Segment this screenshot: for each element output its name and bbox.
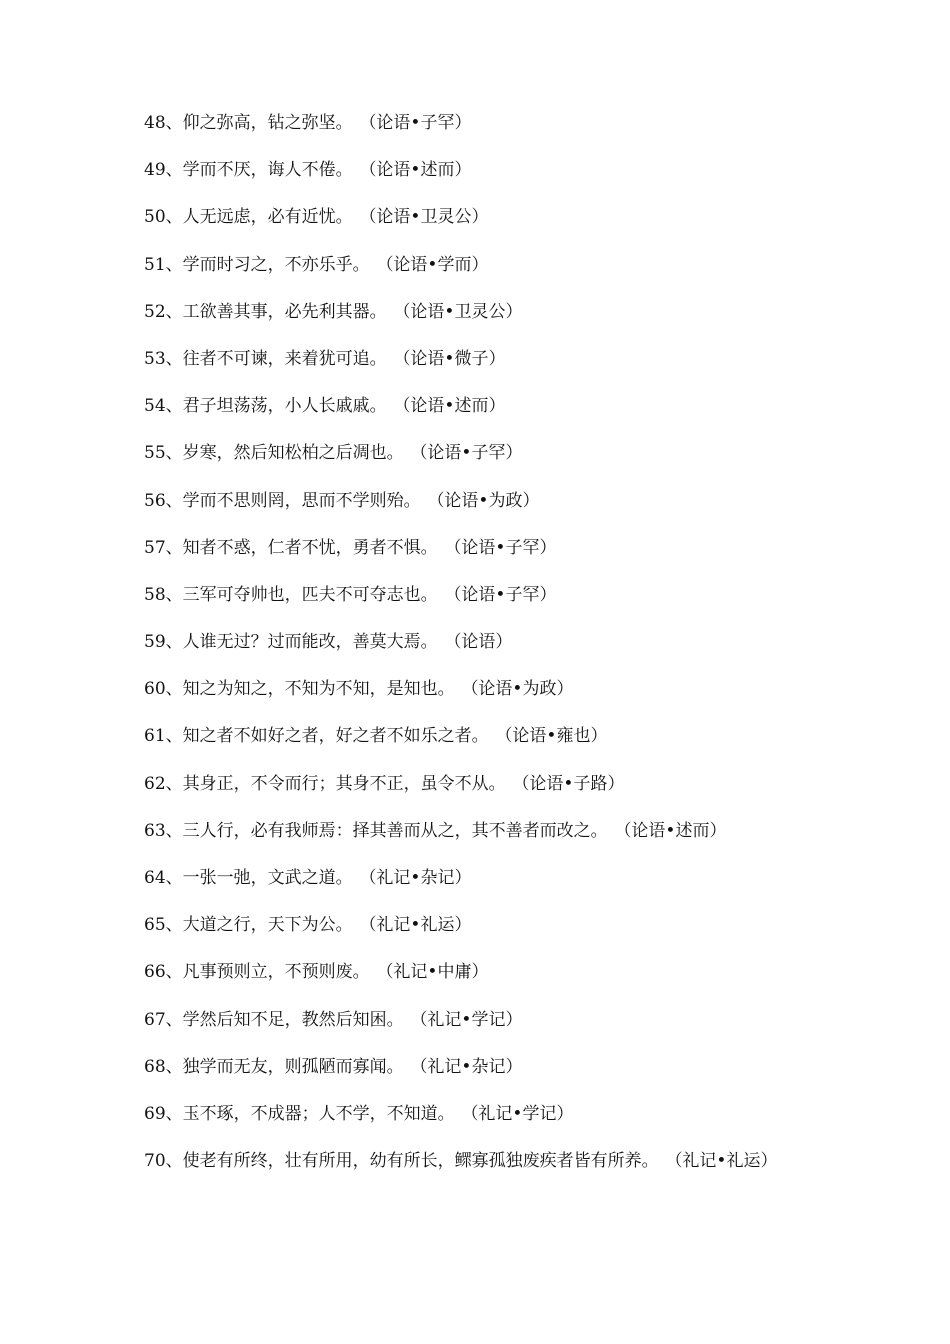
- quote-text: 学而不厌，诲人不倦。: [182, 160, 353, 181]
- quote-item: [144, 206, 804, 253]
- quote-number: 70、: [144, 1151, 183, 1172]
- quote-text: 大道之行，天下为公。: [182, 915, 353, 936]
- quote-item: [144, 254, 804, 301]
- quote-text: 其身正，不令而行；其身不正，虽令不从。: [182, 773, 506, 794]
- quote-source: （礼记•学记）: [418, 1009, 523, 1030]
- quote-text: 三军可夺帅也，匹夫不可夺志也。: [182, 584, 438, 605]
- quote-text: 仰之弥高，钻之弥坚。: [182, 113, 353, 133]
- quote-item: [144, 159, 804, 206]
- quote-text: 一张一弛，文武之道。: [182, 868, 353, 888]
- quote-item: [144, 395, 804, 442]
- quote-number: 61、: [144, 726, 183, 747]
- quote-item: [144, 725, 804, 772]
- quote-item: [144, 678, 804, 725]
- quote-text: 使老有所终，壮有所用，幼有所长，鳏寡孤独废疾者皆有所养。: [182, 1151, 659, 1172]
- quote-source: （论语•子罕）: [367, 113, 472, 133]
- quote-number: 60、: [144, 679, 183, 700]
- quote-text: 学而时习之，不亦乐乎。: [182, 254, 370, 275]
- quote-number: 67、: [144, 1009, 183, 1030]
- quote-number: 65、: [144, 915, 183, 936]
- quote-text: 知者不惑，仁者不忧，勇者不惧。: [182, 537, 438, 558]
- quote-number: 49、: [144, 160, 183, 181]
- quote-number: 57、: [144, 537, 183, 558]
- quote-item: [144, 348, 804, 395]
- quote-source: （论语）: [452, 632, 513, 653]
- quote-number: 54、: [144, 396, 183, 417]
- quote-source: （论语•卫灵公）: [401, 301, 523, 322]
- quote-text: 岁寒，然后知松柏之后凋也。: [182, 443, 404, 464]
- quote-number: 62、: [144, 773, 183, 794]
- quote-source: （论语•子罕）: [418, 443, 523, 464]
- quote-source: （论语•卫灵公）: [367, 207, 489, 228]
- quote-text: 君子坦荡荡，小人长戚戚。: [182, 396, 387, 417]
- quote-source: （礼记•礼运）: [367, 915, 472, 936]
- quote-source: （论语•微子）: [401, 348, 506, 369]
- quote-text: 学而不思则罔，思而不学则殆。: [182, 490, 421, 511]
- quote-text: 独学而无友，则孤陋而寡闻。: [182, 1056, 404, 1077]
- quote-number: 55、: [144, 443, 183, 464]
- quote-item: [144, 867, 804, 914]
- quote-text: 工欲善其事，必先利其器。: [182, 301, 387, 322]
- quote-number: 64、: [144, 868, 183, 888]
- quote-source: （礼记•中庸）: [384, 962, 489, 983]
- quote-item: [144, 961, 804, 1008]
- quote-source: （论语•雍也）: [503, 726, 608, 747]
- quote-item: [144, 537, 804, 584]
- quote-number: 53、: [144, 348, 183, 369]
- quote-number: 66、: [144, 962, 183, 983]
- quote-item: [144, 112, 804, 159]
- quote-number: 63、: [144, 820, 183, 841]
- quote-text: 学然后知不足，教然后知困。: [182, 1009, 404, 1030]
- quote-source: （论语•为政）: [435, 490, 540, 511]
- quote-item: [144, 442, 804, 489]
- quote-number: 52、: [144, 301, 183, 322]
- quote-item: [144, 1056, 804, 1103]
- quote-item: [144, 584, 804, 631]
- quote-source: （礼记•学记）: [469, 1103, 574, 1124]
- quote-source: （论语•子罕）: [452, 584, 557, 605]
- quote-source: （论语•子路）: [520, 773, 625, 794]
- quote-item: [144, 820, 804, 867]
- quote-number: 69、: [144, 1103, 183, 1124]
- quote-source: （礼记•礼运）: [673, 1151, 778, 1172]
- quote-text: 三人行，必有我师焉：择其善而从之，其不善者而改之。: [182, 820, 608, 841]
- quote-number: 56、: [144, 490, 183, 511]
- quote-text: 往者不可谏，来着犹可追。: [182, 348, 387, 369]
- quote-text: 人谁无过？过而能改，善莫大焉。: [182, 632, 438, 653]
- quote-text: 玉不琢，不成器；人不学，不知道。: [182, 1103, 455, 1124]
- quote-number: 50、: [144, 207, 183, 228]
- quote-item: [144, 490, 804, 537]
- quote-text: 知之者不如好之者，好之者不如乐之者。: [182, 726, 489, 747]
- quote-source: （礼记•杂记）: [367, 868, 472, 888]
- quote-text: 知之为知之，不知为不知，是知也。: [182, 679, 455, 700]
- quote-source: （礼记•杂记）: [418, 1056, 523, 1077]
- quote-number: 51、: [144, 254, 183, 275]
- quote-source: （论语•为政）: [469, 679, 574, 700]
- quote-source: （论语•学而）: [384, 254, 489, 275]
- quote-item: [144, 1103, 804, 1150]
- quote-number: 48、: [144, 113, 183, 133]
- quote-text: 人无远虑，必有近忧。: [182, 207, 353, 228]
- quote-number: 58、: [144, 584, 183, 605]
- quote-item: [144, 301, 804, 348]
- quote-source: （论语•述而）: [401, 396, 506, 417]
- quote-source: （论语•述而）: [367, 160, 472, 181]
- quote-text: 凡事预则立，不预则废。: [182, 962, 370, 983]
- quote-number: 59、: [144, 632, 183, 653]
- quote-item: [144, 1150, 804, 1173]
- quote-item: [144, 914, 804, 961]
- quote-item: [144, 773, 804, 820]
- quote-source: （论语•子罕）: [452, 537, 557, 558]
- quote-list: [144, 112, 804, 1173]
- quote-item: [144, 631, 804, 678]
- quote-number: 68、: [144, 1056, 183, 1077]
- quote-source: （论语•述而）: [622, 820, 727, 841]
- quote-item: [144, 1009, 804, 1056]
